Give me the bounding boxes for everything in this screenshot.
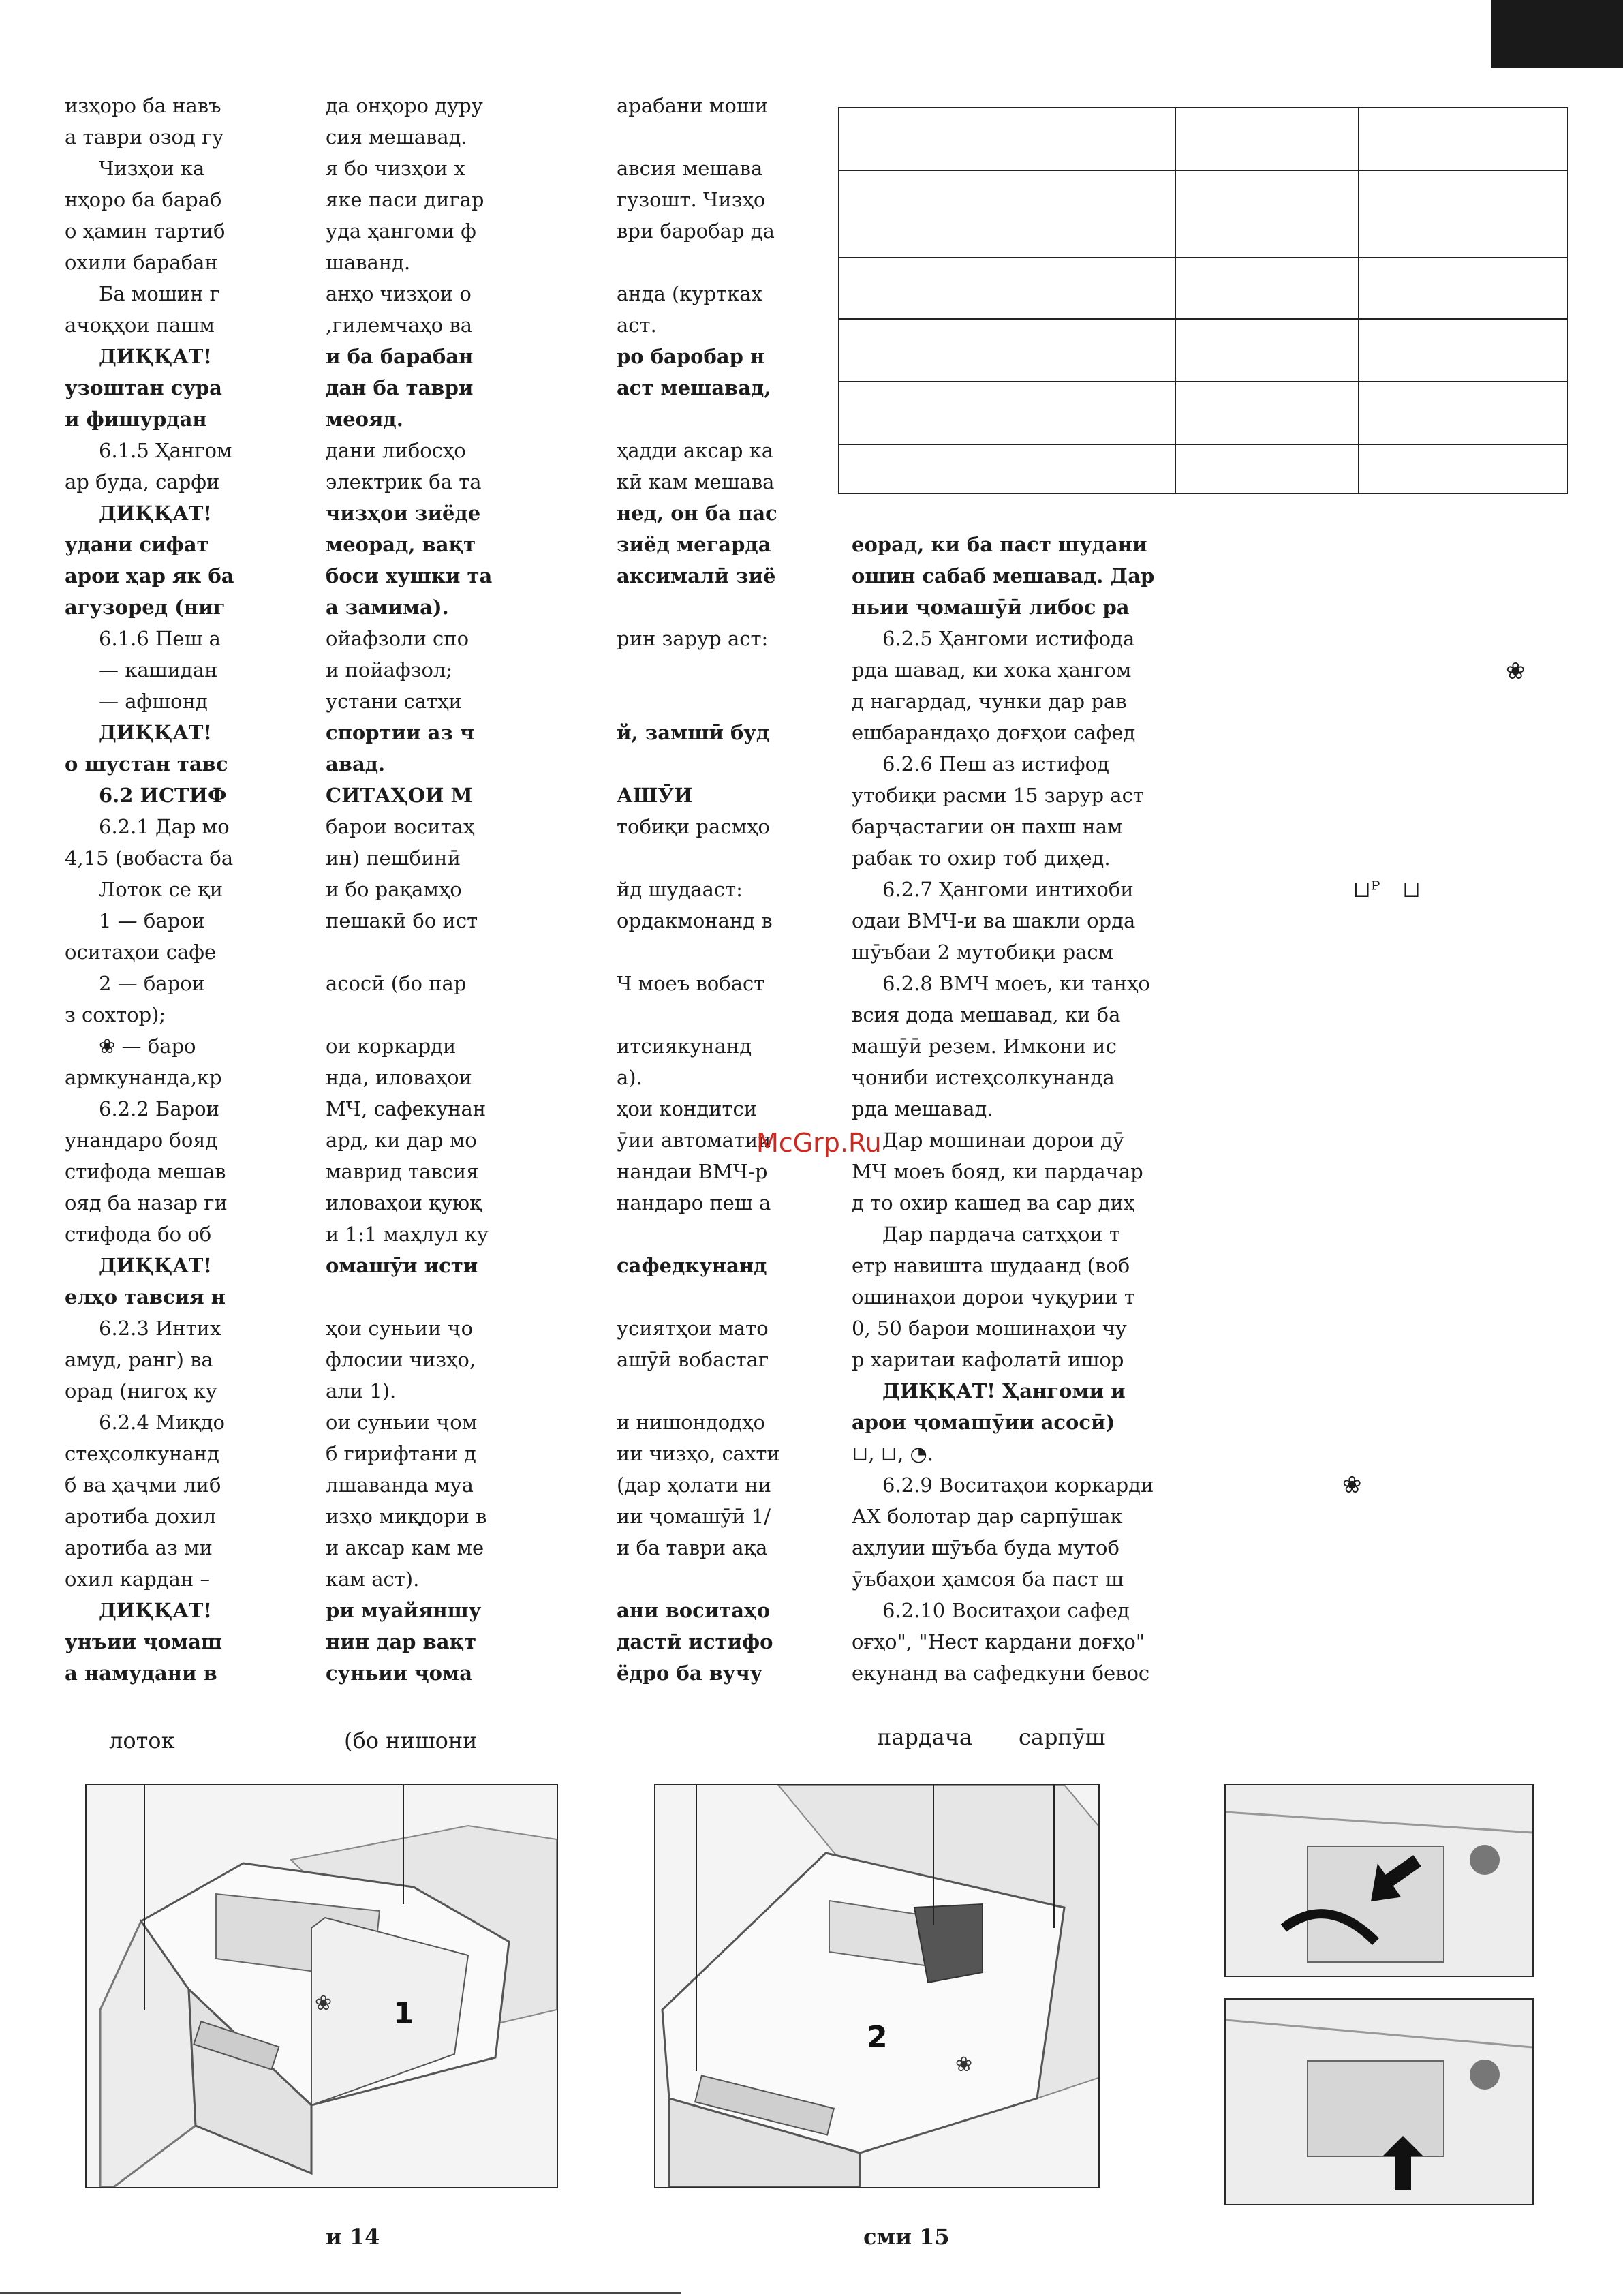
text-line: суньии ҷома [326, 1662, 472, 1685]
table-cell [839, 319, 1175, 382]
text-line [617, 686, 780, 717]
text-line [326, 999, 492, 1030]
text-line: ,гилемчаҳо ва [326, 313, 472, 337]
text-line: ⊔, ⊔, ◔. [852, 1442, 933, 1465]
text-line [617, 592, 780, 623]
table-cell [1359, 170, 1568, 258]
text-line: аст мешавад, [617, 376, 771, 399]
text-line: ордакмонанд в [617, 909, 773, 932]
table-cell [1359, 108, 1568, 170]
text-line: 6.2.7 Ҳангоми интихоби [882, 878, 1134, 901]
text-line: стифода бо об [65, 1223, 212, 1246]
text-line: унъии ҷомаш [65, 1630, 223, 1653]
text-line: елҳо тавсия н [65, 1285, 226, 1308]
text-line: о шустан тавс [65, 752, 228, 776]
svg-text:❀: ❀ [955, 2053, 973, 2077]
text-line: унандаро бояд [65, 1129, 218, 1152]
text-line: меорад, вақт [326, 533, 476, 556]
text-line: рин зарур аст: [617, 627, 769, 650]
text-line: ани воситаҳо [617, 1599, 771, 1622]
text-line: а таври озод гу [65, 125, 224, 149]
text-line: дани либосҳо [326, 439, 466, 462]
text-line: а). [617, 1066, 643, 1089]
text-line: удани сифат [65, 533, 209, 556]
text-line: нда, иловаҳои [326, 1066, 472, 1089]
text-line: МЧ моеъ бояд, ки пардачар [852, 1160, 1143, 1183]
text-line: Дар пардача сатҳҳои т [882, 1223, 1120, 1246]
text-line: ои суньии ҷом [326, 1411, 478, 1434]
text-line: 1 — барои [99, 909, 205, 932]
text-line: 6.2.1 Дар мо [99, 815, 230, 838]
text-line: одаи ВМЧ-и ва шакли орда [852, 909, 1136, 932]
text-line: шаванд. [326, 251, 411, 274]
text-line: ойафзоли спо [326, 627, 469, 650]
table-cell [839, 258, 1175, 319]
text-line: утобиқи расми 15 зарур аст [852, 784, 1144, 807]
text-line: ДИҚҚАТ! [99, 345, 213, 368]
text-line: рда шавад, ки хока ҳангом [852, 658, 1132, 682]
text-line: меояд. [326, 408, 403, 431]
text-line: ври баробар да [617, 219, 775, 243]
table-cell [1175, 382, 1359, 444]
drawer-drawing-2 [655, 1785, 1098, 2187]
text-line: устани сатҳи [326, 690, 462, 713]
text-line: и ба барабан [326, 345, 474, 368]
text-line: боси хушки та [326, 564, 493, 587]
text-line: ои коркарди [326, 1035, 457, 1058]
text-line [617, 936, 780, 968]
text-line: всия дода мешавад, ки ба [852, 1003, 1121, 1026]
text-line: ачоқҳои пашм [65, 313, 215, 337]
text-line: ньии ҷомашӯӣ либос ра [852, 596, 1130, 619]
text-line: ард, ки дар мо [326, 1129, 477, 1152]
text-line: оситаҳои сафе [65, 940, 217, 964]
text-line: а замима). [326, 596, 449, 619]
text-line: ро баробар н [617, 345, 765, 368]
text-line: нандаи ВМЧ-р [617, 1160, 768, 1183]
text-line [617, 403, 780, 435]
text-line [326, 936, 492, 968]
text-line [617, 121, 780, 153]
text-line: машӯӣ резем. Имкони ис [852, 1035, 1117, 1058]
text-line: кам аст). [326, 1567, 420, 1591]
text-line: ии ҷомашӯӣ 1/ [617, 1505, 771, 1528]
text-line: д нагардад, чунки дар рав [852, 690, 1127, 713]
text-line: да онҳоро дуру [326, 94, 483, 117]
text-line: (дар ҳолати ни [617, 1473, 772, 1497]
text-line: ҷониби истеҳсолкунанда [852, 1066, 1115, 1089]
text-line: Дар мошинаи дорои дӯ [882, 1129, 1124, 1152]
fig15-label-cover: сарпӯш [1019, 1724, 1106, 1750]
text-line: ҳадди аксар ка [617, 439, 774, 462]
text-line: пешакӣ бо ист [326, 909, 478, 932]
text-line: б ва ҳаҷми либ [65, 1473, 221, 1497]
text-line: рабак то охир тоб диҳед. [852, 846, 1111, 870]
flower-icon: ❀ [1342, 1471, 1362, 1499]
text-line: 6.1.6 Пеш а [99, 627, 221, 650]
text-line: ри муайяншу [326, 1599, 482, 1622]
page-corner-tab [1491, 0, 1623, 68]
text-line: б гирифтани д [326, 1442, 476, 1465]
text-line: шӯъбаи 2 мутобиқи расм [852, 940, 1114, 964]
text-line: авсия мешава [617, 157, 763, 180]
text-line [617, 842, 780, 874]
text-line: — афшонд [99, 690, 208, 713]
text-line: о ҳамин тартиб [65, 219, 226, 243]
text-line: 4,15 (вобаста ба [65, 846, 234, 870]
text-line: ДИҚҚАТ! [99, 502, 213, 525]
text-line: 6.2.8 ВМЧ моеъ, ки танҳо [882, 972, 1150, 995]
text-line: арои ҳар як ба [65, 564, 234, 587]
text-line: д то охир кашед ва сар диҳ [852, 1191, 1135, 1214]
text-line: яке паси дигар [326, 188, 484, 211]
figure-15-caption: сми 15 [863, 2224, 950, 2250]
text-line: нҳоро ба бараб [65, 188, 222, 211]
text-line: ДИҚҚАТ! Ҳангоми и [882, 1379, 1126, 1403]
text-line: АШӮИ [617, 784, 693, 807]
text-line: ошинаҳои дорои чуқурии т [852, 1285, 1135, 1308]
text-line: и ба таври ақа [617, 1536, 768, 1559]
text-line: армкунанда,кр [65, 1066, 222, 1089]
text-line: барои воситаҳ [326, 815, 475, 838]
text-line: ешбарандаҳо доғҳои сафед [852, 721, 1136, 744]
text-line: иловаҳои қуюқ [326, 1191, 482, 1214]
flower-icon: ❀ [1506, 658, 1526, 685]
text-line: нандаро пеш а [617, 1191, 771, 1214]
text-line: лшаванда муа [326, 1473, 474, 1497]
text-column-1 [65, 90, 234, 1689]
text-line: 6.2 ИСТИФ [99, 784, 227, 807]
watermark[interactable]: McGrp.Ru [756, 1128, 882, 1158]
compartment-number-2: 2 [867, 2020, 888, 2055]
svg-text:❀: ❀ [315, 1991, 333, 2015]
text-line [617, 1375, 780, 1407]
text-line: сия мешавад. [326, 125, 467, 149]
text-line: аҳлуии шӯъба буда мутоб [852, 1536, 1119, 1559]
text-line: и фишурдан [65, 408, 207, 431]
text-line: ДИҚҚАТ! [99, 721, 213, 744]
table-cell [839, 382, 1175, 444]
text-line [617, 654, 780, 686]
text-line: аст. [617, 313, 657, 337]
text-line: я бо чизҳои х [326, 157, 465, 180]
text-line: изҳоро ба навъ [65, 94, 221, 117]
main-wash-icon: ⊔ [1402, 876, 1421, 902]
fig15-label-flap: пардача [877, 1724, 972, 1750]
text-line: авад. [326, 752, 386, 776]
text-line: уда ҳангоми ф [326, 219, 476, 243]
drawer-drawing [87, 1785, 557, 2187]
text-line: арабани моши [617, 94, 769, 117]
text-column-4 [852, 529, 1154, 1689]
text-line: ҳои кондитси [617, 1097, 758, 1120]
text-line: ар буда, сарфи [65, 470, 220, 493]
text-line: электрик ба та [326, 470, 482, 493]
text-line: з сохтор); [65, 1003, 166, 1026]
text-line [326, 1281, 492, 1313]
text-line: 6.2.5 Ҳангоми истифода [882, 627, 1135, 650]
text-line: ин) пешбинӣ [326, 846, 461, 870]
text-line [617, 247, 780, 278]
table-cell [1175, 319, 1359, 382]
table-cell [1175, 170, 1359, 258]
text-line: стифода мешав [65, 1160, 226, 1183]
text-line: дастӣ истифо [617, 1630, 773, 1653]
text-line: омашӯи исти [326, 1254, 478, 1277]
text-line: ояд ба назар ги [65, 1191, 228, 1214]
text-line: ДИҚҚАТ! [99, 1599, 213, 1622]
text-line: ёдро ба вучу [617, 1662, 763, 1685]
text-line: АХ болотар дар сарпӯшак [852, 1505, 1123, 1528]
text-line: сафедкунанд [617, 1254, 767, 1277]
text-line: аксималӣ зиё [617, 564, 776, 587]
text-line: еорад, ки ба паст шудани [852, 533, 1147, 556]
text-line: 0, 50 барои мошинаҳои чу [852, 1317, 1127, 1340]
text-line: — кашидан [99, 658, 218, 682]
text-line: р харитаи кафолатӣ ишор [852, 1348, 1124, 1371]
text-line: и 1:1 маҳлул ку [326, 1223, 489, 1246]
text-line: рда мешавад. [852, 1097, 993, 1120]
text-line: изҳо миқдори в [326, 1505, 487, 1528]
text-line: Лоток се қи [99, 878, 223, 901]
text-line [617, 748, 780, 780]
text-line: тобиқи расмҳо [617, 815, 770, 838]
text-line: флосии чизҳо, [326, 1348, 476, 1371]
text-line: чизҳои зиёде [326, 502, 481, 525]
text-line: гузошт. Чизҳо [617, 188, 766, 211]
text-line: нин дар вақт [326, 1630, 477, 1653]
text-line: и пойафзол; [326, 658, 453, 682]
text-line: ДИҚҚАТ! [99, 1254, 213, 1277]
text-line: анда (куртках [617, 282, 762, 305]
text-line: ашӯӣ вобастаг [617, 1348, 769, 1371]
text-line: йд шудааст: [617, 878, 743, 901]
text-line: й, замшӣ буд [617, 721, 770, 744]
text-line: ӯии автоматии [617, 1129, 771, 1152]
compartment-number-1: 1 [393, 1996, 414, 2031]
figure-15-drawer-illustration [654, 1784, 1100, 2188]
table-cell [1175, 444, 1359, 493]
text-line: амуд, ранг) ва [65, 1348, 213, 1371]
table-cell [1359, 258, 1568, 319]
figure-flap-open-illustration [1224, 1784, 1534, 1977]
text-line: 6.2.6 Пеш аз истифод [882, 752, 1109, 776]
fig14-label-mark: (бо нишони [344, 1728, 478, 1754]
text-line: Ч моеъ вобаст [617, 972, 765, 995]
text-line: анҳо чизҳои о [326, 282, 472, 305]
text-line: маврид тавсия [326, 1160, 479, 1183]
text-line [617, 1219, 780, 1250]
text-column-3 [617, 90, 780, 1689]
text-line: ҳои суньии ҷо [326, 1317, 474, 1340]
text-line: спортии аз ч [326, 721, 475, 744]
prewash-icon: ⊔ᴾ [1352, 876, 1380, 902]
text-line: стеҳсолкунанд [65, 1442, 219, 1465]
text-line: 2 — барои [99, 972, 205, 995]
text-line: Чизҳои ка [99, 157, 205, 180]
table-cell [839, 444, 1175, 493]
text-line: али 1). [326, 1379, 397, 1403]
text-line: аротиба дохил [65, 1505, 217, 1528]
text-line [617, 1563, 780, 1595]
text-line: екунанд ва сафедкуни бевос [852, 1662, 1150, 1685]
text-line [617, 1281, 780, 1313]
table-cell [839, 108, 1175, 170]
text-line: Ба мошин г [99, 282, 220, 305]
text-line: кӣ кам мешава [617, 470, 775, 493]
empty-table [838, 107, 1568, 494]
text-line: оғҳо", "Нест кардани доғҳо" [852, 1630, 1145, 1653]
text-line: ❀ — баро [99, 1035, 196, 1058]
figure-14-caption: и 14 [326, 2224, 380, 2250]
text-column-2 [326, 90, 492, 1689]
text-line: аротиба аз ми [65, 1536, 213, 1559]
text-line: асосӣ (бо пар [326, 972, 467, 995]
table-cell [1359, 319, 1568, 382]
text-line: 6.2.9 Воситаҳои коркарди [882, 1473, 1154, 1497]
text-line: нед, он ба пас [617, 502, 777, 525]
text-line: ошин сабаб мешавад. Дар [852, 564, 1155, 587]
text-line: агузоред (ниг [65, 596, 226, 619]
text-line: барҷастагии он пахш нам [852, 815, 1123, 838]
text-line: и нишондодҳо [617, 1411, 765, 1434]
text-line: охил кардан – [65, 1567, 210, 1591]
table-cell [1359, 444, 1568, 493]
text-line: а намудани в [65, 1662, 217, 1685]
text-line: 6.2.2 Барои [99, 1097, 219, 1120]
text-line: МЧ, сафекунан [326, 1097, 486, 1120]
text-line: етр навишта шудаанд (воб [852, 1254, 1130, 1277]
text-line: и аксар кам ме [326, 1536, 484, 1559]
figure-14-drawer-illustration [85, 1784, 558, 2188]
text-line: СИТАҲОИ М [326, 784, 473, 807]
table-cell [1175, 108, 1359, 170]
text-line: дан ба таври [326, 376, 474, 399]
text-line: и бо рақамҳо [326, 878, 462, 901]
table-cell [1359, 382, 1568, 444]
text-line: 6.2.4 Миқдо [99, 1411, 225, 1434]
text-line: итсиякунанд [617, 1035, 752, 1058]
table-cell [1175, 258, 1359, 319]
table-cell [839, 170, 1175, 258]
figure-flap-closed-illustration [1224, 1998, 1534, 2205]
fig14-label-tray: лоток [109, 1728, 175, 1754]
text-line: 6.1.5 Ҳангом [99, 439, 232, 462]
text-line: орад (нигоҳ ку [65, 1379, 217, 1403]
text-line: 6.2.3 Интих [99, 1317, 221, 1340]
bottom-rule [0, 2292, 681, 2294]
text-line: арои ҷомашӯии асосӣ) [852, 1411, 1115, 1434]
text-line: охили барабан [65, 251, 218, 274]
text-line: ӯъбаҳои ҳамсоя ба паст ш [852, 1567, 1124, 1591]
text-line: 6.2.10 Воситаҳои сафед [882, 1599, 1130, 1622]
text-line: узоштан сура [65, 376, 222, 399]
text-line: усиятҳои мато [617, 1317, 769, 1340]
text-line: ии чизҳо, сахти [617, 1442, 780, 1465]
text-line: зиёд мегарда [617, 533, 771, 556]
text-line [617, 999, 780, 1030]
